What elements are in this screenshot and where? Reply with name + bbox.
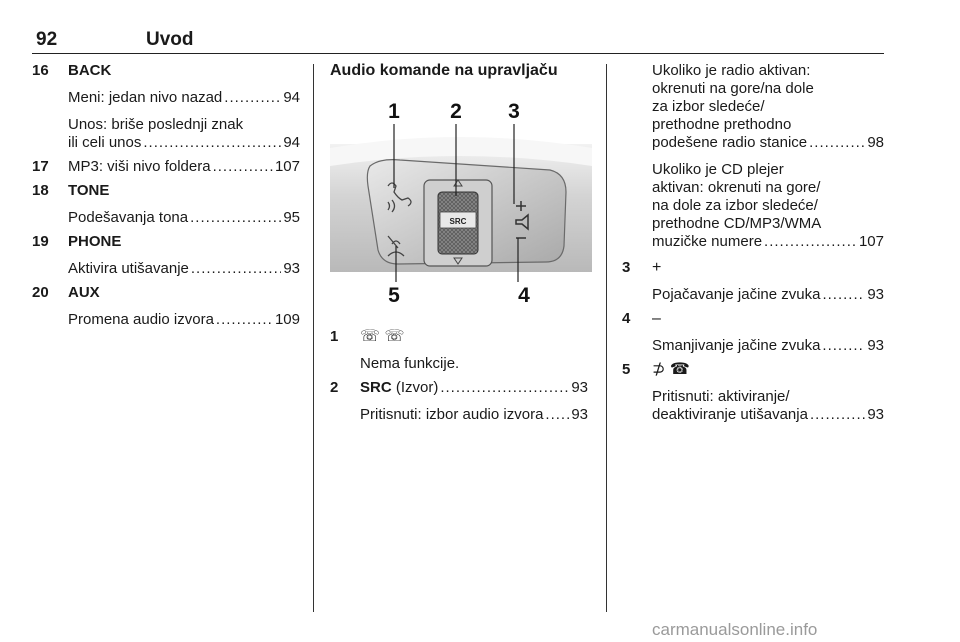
item-number: 3 bbox=[622, 259, 631, 276]
column-right bbox=[622, 62, 884, 424]
item-number: 17 bbox=[32, 158, 49, 175]
cd-paragraph: Ukoliko je CD plejer aktivan: okrenuti na gore/ na dole za izbor sledeće/ prethodne CD/MP3/WMA muzičke numere ..... 107 bbox=[622, 161, 884, 251]
column-divider bbox=[313, 64, 314, 612]
list-item-19 bbox=[32, 233, 300, 278]
section-title: Audio komande na upravljaču bbox=[330, 62, 558, 79]
mute-symbol: ⊅ ☎ bbox=[652, 361, 690, 378]
reference-line: SRC (Izvor) ..... 93 bbox=[360, 379, 588, 397]
watermark-credit: carmanualsonline.info bbox=[652, 620, 818, 639]
reference-line: MP3: viši nivo foldera ..... 107 bbox=[68, 158, 300, 176]
steering-wheel-illustration bbox=[330, 96, 592, 306]
plus-symbol: + bbox=[652, 259, 662, 276]
reference-line: ili celi unos ..... 94 bbox=[68, 134, 300, 152]
reference-line: Aktivira utišavanje ..... 93 bbox=[68, 260, 300, 278]
item-number: 20 bbox=[32, 284, 49, 301]
reference-line: Pritisnuti: izbor audio izvora ..... 93 bbox=[360, 406, 588, 424]
reference-line: Promena audio izvora ..... 109 bbox=[68, 311, 300, 329]
list-item-1 bbox=[330, 328, 588, 373]
reference-line: Meni: jedan nivo nazad ..... 94 bbox=[68, 89, 300, 107]
list-item-20 bbox=[32, 284, 300, 329]
item-number: 19 bbox=[32, 233, 49, 250]
item-heading: PHONE bbox=[68, 233, 122, 250]
item-text: Unos: briše poslednji znak bbox=[68, 116, 244, 133]
phone-symbol: ☏ ☏ bbox=[360, 328, 405, 345]
reference-line: Smanjivanje jačine zvuka ..... 93 bbox=[652, 337, 884, 355]
reference-line: Pojačavanje jačine zvuka ..... 93 bbox=[652, 286, 884, 304]
item-number: 2 bbox=[330, 379, 339, 396]
list-item-3 bbox=[622, 259, 884, 304]
list-item-16 bbox=[32, 62, 300, 152]
reference-line: podešene radio stanice ..... 98 bbox=[652, 134, 884, 152]
item-text: Pritisnuti: aktiviranje/ bbox=[652, 388, 790, 405]
callout-3: 3 bbox=[508, 100, 520, 123]
list-item-5 bbox=[622, 361, 884, 424]
page-header bbox=[32, 24, 884, 54]
callout-1: 1 bbox=[388, 100, 400, 123]
minus-symbol: – bbox=[652, 310, 661, 327]
steering-wheel-controls-figure bbox=[330, 96, 592, 306]
list-item-2 bbox=[330, 379, 588, 424]
item-number: 18 bbox=[32, 182, 49, 199]
item-number: 5 bbox=[622, 361, 631, 378]
item-number: 1 bbox=[330, 328, 339, 345]
src-label: SRC bbox=[449, 217, 467, 226]
column-middle bbox=[330, 62, 588, 424]
column-left bbox=[32, 62, 300, 329]
item-heading: BACK bbox=[68, 62, 112, 79]
reference-line: deaktiviranje utišavanja ..... 93 bbox=[652, 406, 884, 424]
item-text: Nema funkcije. bbox=[360, 355, 460, 372]
callout-5: 5 bbox=[388, 284, 400, 306]
page-number: 92 bbox=[36, 29, 58, 50]
list-item-4 bbox=[622, 310, 884, 355]
item-number: 4 bbox=[622, 310, 631, 327]
page-title: Uvod bbox=[146, 29, 194, 50]
callout-4: 4 bbox=[518, 284, 530, 306]
callout-2: 2 bbox=[450, 100, 462, 123]
column-divider bbox=[606, 64, 607, 612]
item-number: 16 bbox=[32, 62, 49, 79]
list-item-18 bbox=[32, 182, 300, 227]
list-item-17 bbox=[32, 158, 300, 176]
item-heading: AUX bbox=[68, 284, 100, 301]
radio-paragraph: Ukoliko je radio aktivan: okrenuti na gore/na dole za izbor sledeće/ prethodne prethodno podešene radio stanice ..... 98 bbox=[622, 62, 884, 152]
reference-line: Podešavanja tona ..... 95 bbox=[68, 209, 300, 227]
item-heading: TONE bbox=[68, 182, 110, 199]
reference-line: muzičke numere ..... 107 bbox=[652, 233, 884, 251]
